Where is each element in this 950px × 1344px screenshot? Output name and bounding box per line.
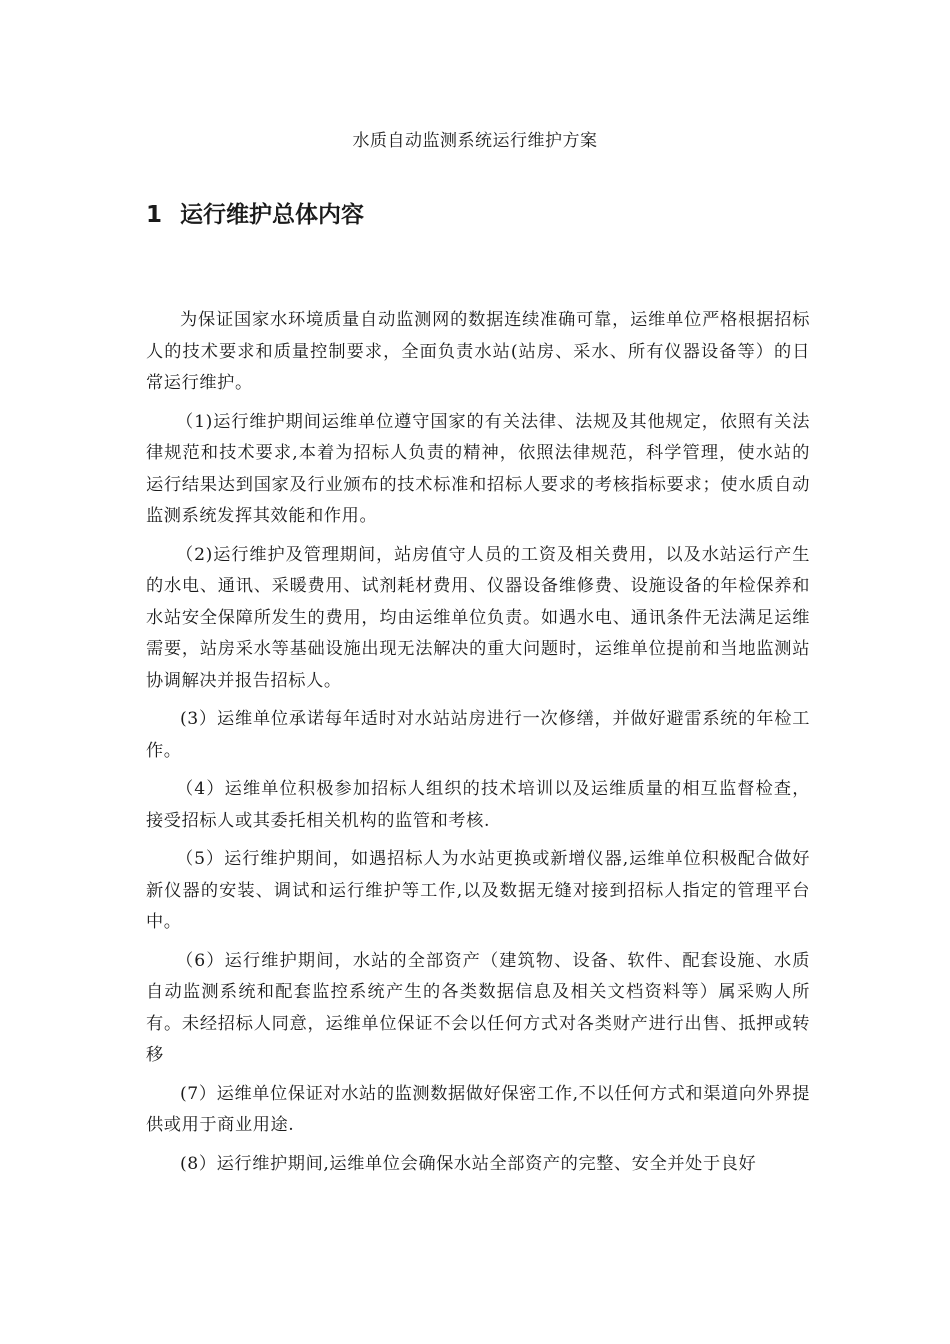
paragraph-item-7: (7）运维单位保证对水站的监测数据做好保密工作,不以任何方式和渠道向外界提供或用于商业用途. (146, 1083, 810, 1135)
document-title: 水质自动监测系统运行维护方案 (352, 131, 598, 151)
paragraph-item-5: （5）运行维护期间，如遇招标人为水站更换或新增仪器,运维单位积极配合做好新仪器的安装、调试和运行维护等工作,以及数据无缝对接到招标人指定的管理平台中。 (146, 849, 810, 932)
intro-paragraph: 为保证国家水环境质量自动监测网的数据连续准确可靠，运维单位严格根据招标人的技术要求和质量控制要求，全面负责水站(站房、采水、所有仪器设备等）的日常运行维护。 (146, 310, 810, 393)
section-number: 1 (146, 202, 163, 228)
paragraph-item-6: （6）运行维护期间，水站的全部资产（建筑物、设备、软件、配套设施、水质自动监测系统和配套监控系统产生的各类数据信息及相关文档资料等）属采购人所有。未经招标人同意，运维单位保证不会以任何方式对各类财产进行出售、抵押或转移 (146, 950, 810, 1065)
section-title: 运行维护总体内容 (180, 202, 364, 228)
paragraph-item-4: （4）运维单位积极参加招标人组织的技术培训以及运维质量的相互监督检查，接受招标人或其委托相关机构的监管和考核. (146, 779, 810, 831)
document-body (146, 305, 810, 1187)
paragraph-item-2: （2)运行维护及管理期间，站房值守人员的工资及相关费用，以及水站运行产生的水电、通讯、采暖费用、试剂耗材费用、仪器设备维修费、设施设备的年检保养和水站安全保障所发生的费用，均由运维单位负责。如遇水电、通讯条件无法满足运维需要，站房采水等基础设施出现无法解决的重大问题时，运维单位提前和当地监测站协调解决并报告招标人。 (146, 544, 810, 691)
paragraph-item-1: （1)运行维护期间运维单位遵守国家的有关法律、法规及其他规定，依照有关法律规范和技术要求,本着为招标人负责的精神，依照法律规范，科学管理，使水站的运行结果达到国家及行业颁布的技术标准和招标人要求的考核指标要求；使水质自动监测系统发挥其效能和作用。 (146, 411, 810, 526)
paragraph-item-3: (3）运维单位承诺每年适时对水站站房进行一次修缮，并做好避雷系统的年检工作。 (146, 709, 810, 761)
section-heading (146, 198, 364, 232)
paragraph-item-8: (8）运行维护期间,运维单位会确保水站全部资产的完整、安全并处于良好 (180, 1153, 757, 1174)
